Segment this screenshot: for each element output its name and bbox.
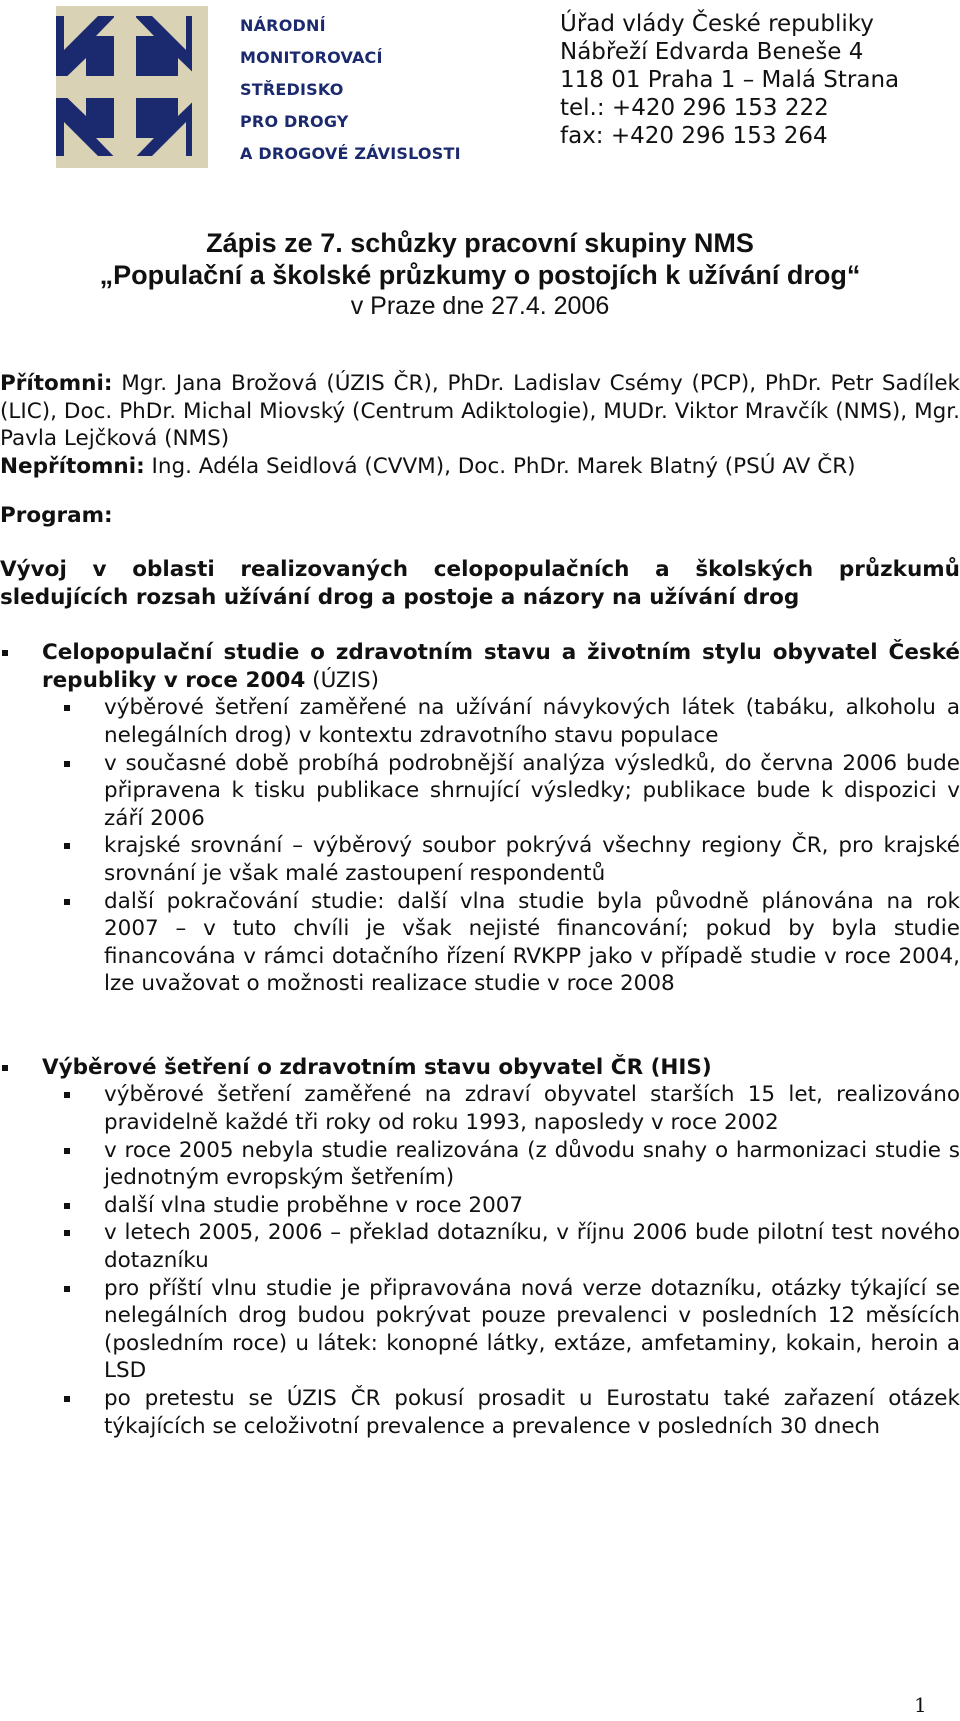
- list-item: [42, 1081, 960, 1136]
- list-item-text: výběrové šetření zaměřené na užívání návykových látek (tabáku, alkoholu a nelegálních drog) v kontextu zdravotního stavu populace: [104, 695, 960, 748]
- square-bullet-icon: [64, 1092, 70, 1098]
- section-heading: [42, 639, 960, 694]
- address-line: fax: +420 296 153 264: [560, 123, 828, 149]
- list-item-text: další vlna studie proběhne v roce 2007: [104, 1192, 524, 1218]
- square-bullet-icon: [64, 1286, 70, 1292]
- list-item: [42, 750, 960, 833]
- square-bullet-icon: [64, 1203, 70, 1209]
- list-item-text: po pretestu se ÚZIS ČR pokusí prosadit u Eurostatu také zařazení otázek týkajících se celoživotní prevalence a prevalence v posledních 30 dnech: [104, 1386, 960, 1439]
- square-bullet-icon: [64, 843, 70, 849]
- title-line-2: „Populační a školské průzkumy o postojích k užívání drog“: [99, 260, 861, 290]
- list-item-text: v letech 2005, 2006 – překlad dotazníku, v říjnu 2006 bude pilotní test nového dotazníku: [104, 1220, 960, 1274]
- meeting-date: v Praze dne 27.4. 2006: [350, 292, 610, 320]
- org-name-line: MONITOROVACÍ: [240, 48, 383, 67]
- org-name-line: STŘEDISKO: [240, 80, 344, 99]
- title-line-1: Zápis ze 7. schůzky pracovní skupiny NMS: [206, 228, 754, 258]
- list-item-text: další pokračování studie: další vlna studie byla původně plánována na rok 2007 – v tuto chvíli je však nejisté financování; pokud by byla studie financována v rámci dotačního řízení RVKPP jako v případě studie v roce 2004, lze uvažovat o možnosti realizace studie v roce 2008: [104, 888, 960, 997]
- org-name-line: PRO DROGY: [240, 112, 349, 131]
- org-name-line: A DROGOVÉ ZÁVISLOSTI: [240, 144, 461, 163]
- section-heading-text: Celopopulační studie o zdravotním stavu a životním stylu obyvatel České republiky v roce 2004: [42, 640, 960, 693]
- page-number: 1: [914, 1693, 927, 1717]
- program-label: Program:: [0, 503, 113, 529]
- section-his: [0, 1054, 960, 1440]
- list-item: [42, 1192, 960, 1220]
- present-list: Mgr. Jana Brožová (ÚZIS ČR), PhDr. Ladislav Csémy (PCP), PhDr. Petr Sadílek (LIC), Doc. PhDr. Michal Miovský (Centrum Adiktologie), MUDr. Viktor Mravčík (NMS), Mgr. Pavla Lejčková (NMS): [0, 371, 960, 452]
- document-title: [0, 227, 960, 321]
- square-bullet-icon: [64, 705, 70, 711]
- section-heading: [42, 1054, 960, 1082]
- square-bullet-icon: [2, 1065, 8, 1071]
- address-block: [560, 10, 899, 150]
- absent-label: Nepřítomni:: [0, 453, 145, 479]
- list-item: [42, 694, 960, 749]
- list-item-text: v roce 2005 nebyla studie realizována (z důvodu snahy o harmonizaci studie s jednotným evropským šetřením): [104, 1137, 960, 1191]
- attendance: [0, 370, 960, 480]
- document-body: [0, 370, 960, 1440]
- nms-logo: [56, 6, 208, 168]
- crossed-arrows-logo-icon: [56, 6, 208, 168]
- program-topic: Vývoj v oblasti realizovaných celopopulačních a školských průzkumů sledujících rozsah užívání drog a postoje a názory na užívání drog: [0, 556, 960, 610]
- list-item: [42, 1137, 960, 1192]
- org-name-line: NÁRODNÍ: [240, 16, 326, 35]
- square-bullet-icon: [64, 1396, 70, 1402]
- list-item: [42, 832, 960, 887]
- square-bullet-icon: [2, 650, 8, 656]
- list-item: [42, 888, 960, 998]
- list-item-text: v současné době probíhá podrobnější analýza výsledků, do června 2006 bude připravena k tisku publikace shrnující výsledky; publikace bude k dispozici v září 2006: [104, 750, 960, 831]
- list-item: [42, 1385, 960, 1440]
- organization-name: [240, 10, 461, 170]
- list-item-text: pro příští vlnu studie je připravována nová verze dotazníku, otázky týkající se nelegálních drog budou pokrývat pouze prevalenci v posledních 12 měsících (posledním roce) u látek: konopné látky, extáze, amfetaminy, kokain, heroin a LSD: [104, 1275, 960, 1384]
- list-item: [42, 1219, 960, 1274]
- list-item-text: výběrové šetření zaměřené na zdraví obyvatel starších 15 let, realizováno pravidelně každé tři roky od roku 1993, naposledy v roce 2002: [104, 1082, 960, 1136]
- section-heading-text: Výběrové šetření o zdravotním stavu obyvatel ČR (HIS): [42, 1054, 712, 1080]
- absent-list: Ing. Adéla Seidlová (CVVM), Doc. PhDr. Marek Blatný (PSÚ AV ČR): [144, 453, 856, 479]
- list-item-text: krajské srovnání – výběrový soubor pokrývá všechny regiony ČR, pro krajské srovnání je však malé zastoupení respondentů: [104, 833, 960, 886]
- square-bullet-icon: [64, 761, 70, 767]
- absent-paragraph: [0, 453, 960, 481]
- square-bullet-icon: [64, 1148, 70, 1154]
- list-item: [42, 1275, 960, 1385]
- address-line: Úřad vlády České republiky: [560, 11, 874, 37]
- section-heading-suffix: (ÚZIS): [305, 667, 380, 693]
- present-paragraph: [0, 370, 960, 453]
- square-bullet-icon: [64, 899, 70, 905]
- address-line: 118 01 Praha 1 – Malá Strana: [560, 67, 900, 93]
- address-line: Nábřeží Edvarda Beneše 4: [560, 39, 864, 65]
- address-line: tel.: +420 296 153 222: [560, 95, 829, 121]
- present-label: Přítomni:: [0, 371, 113, 396]
- section-celopopulacni-studie: [0, 639, 960, 998]
- square-bullet-icon: [64, 1230, 70, 1236]
